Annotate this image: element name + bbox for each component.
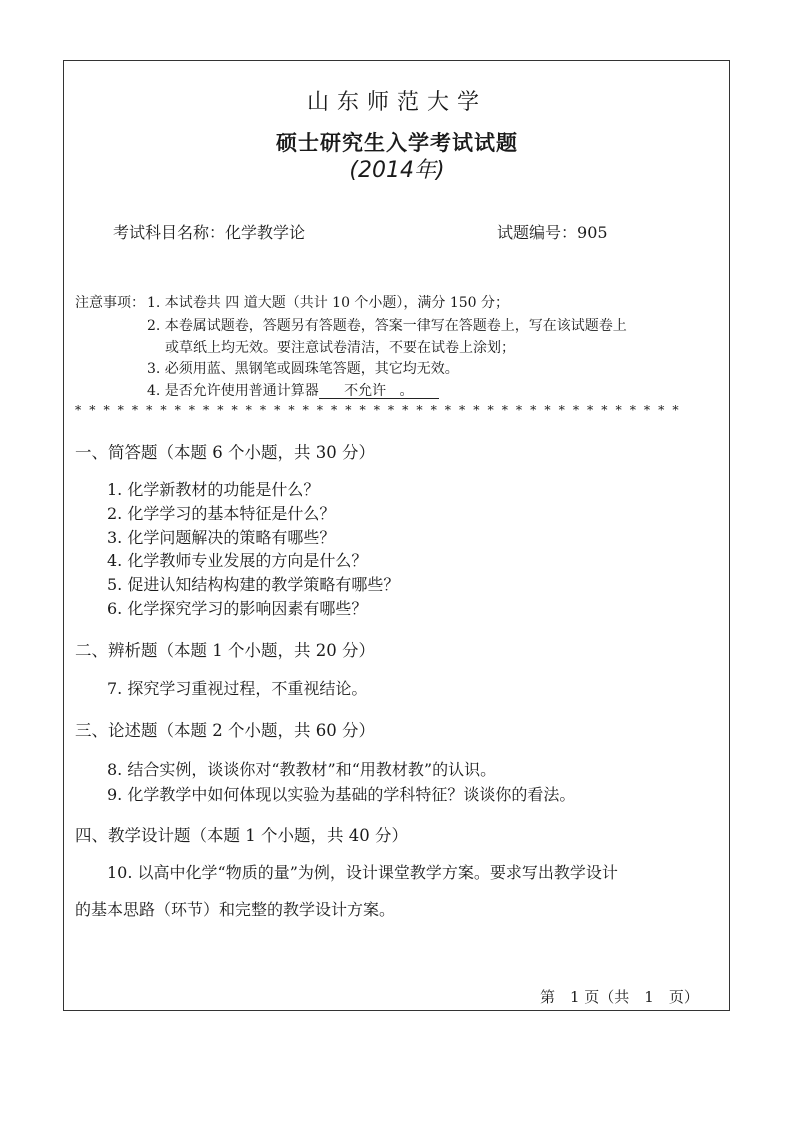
note-4-text: 4. 是否允许使用普通计算器	[147, 383, 319, 399]
subject-line	[113, 225, 305, 241]
star-divider: * * * * * * * * * * * * * * * * * * * * * * * * * * * * * * * * * * * * * * * * * * *	[75, 402, 681, 417]
section-4-title: 四、教学设计题（本题 1 个小题，共 40 分）	[75, 826, 408, 845]
notes-label: 注意事项：	[75, 295, 145, 311]
question-9: 9. 化学教学中如何体现以实验为基础的学科特征？谈谈你的看法。	[107, 785, 576, 804]
code-line	[497, 225, 608, 241]
section-2-title: 二、辨析题（本题 1 个小题，共 20 分）	[75, 641, 375, 660]
question-4: 4. 化学教师专业发展的方向是什么？	[107, 551, 368, 570]
note-2-cont: 或草纸上均无效。要注意试卷清洁，不要在试卷上涂划；	[165, 340, 515, 356]
question-2: 2. 化学学习的基本特征是什么？	[107, 504, 336, 523]
note-3: 3. 必须用蓝、黑钢笔或圆珠笔答题，其它均无效。	[147, 361, 459, 377]
question-5: 5. 促进认知结构构建的教学策略有哪些？	[107, 575, 400, 594]
note-2: 2. 本卷属试题卷，答题另有答题卷，答案一律写在答题卷上，写在该试题卷上	[147, 318, 627, 334]
note-1: 1. 本试卷共 四 道大题（共计 10 个小题），满分 150 分；	[147, 295, 510, 311]
question-10-cont: 的基本思路（环节）和完整的教学设计方案。	[75, 900, 396, 919]
question-8: 8. 结合实例，谈谈你对“教教材”和“用教材教”的认识。	[107, 760, 497, 779]
calculator-answer	[319, 384, 439, 399]
section-3-title: 三、论述题（本题 2 个小题，共 60 分）	[75, 721, 375, 740]
question-6: 6. 化学探究学习的影响因素有哪些？	[107, 599, 368, 618]
note-4	[147, 384, 439, 399]
question-3: 3. 化学问题解决的策略有哪些？	[107, 528, 336, 547]
code-value: 905	[577, 223, 608, 242]
subject-value: 化学教学论	[225, 223, 306, 242]
handwritten-year: (2014年)	[349, 158, 445, 183]
calculator-end: 。	[399, 383, 414, 399]
calculator-answer-text: 不允许	[344, 383, 387, 399]
subject-label: 考试科目名称：	[113, 223, 226, 242]
page-number: 第 1 页（共 1 页）	[540, 988, 699, 1006]
university-name: 山东师范大学	[306, 90, 487, 115]
question-1: 1. 化学新教材的功能是什么？	[107, 480, 320, 499]
section-1-title: 一、简答题（本题 6 个小题，共 30 分）	[75, 443, 375, 462]
question-10: 10. 以高中化学“物质的量”为例，设计课堂教学方案。要求写出教学设计	[107, 863, 618, 882]
question-7: 7. 探究学习重视过程，不重视结论。	[107, 679, 368, 698]
code-label: 试题编号：	[497, 223, 578, 242]
exam-title: 硕士研究生入学考试试题	[276, 130, 518, 155]
